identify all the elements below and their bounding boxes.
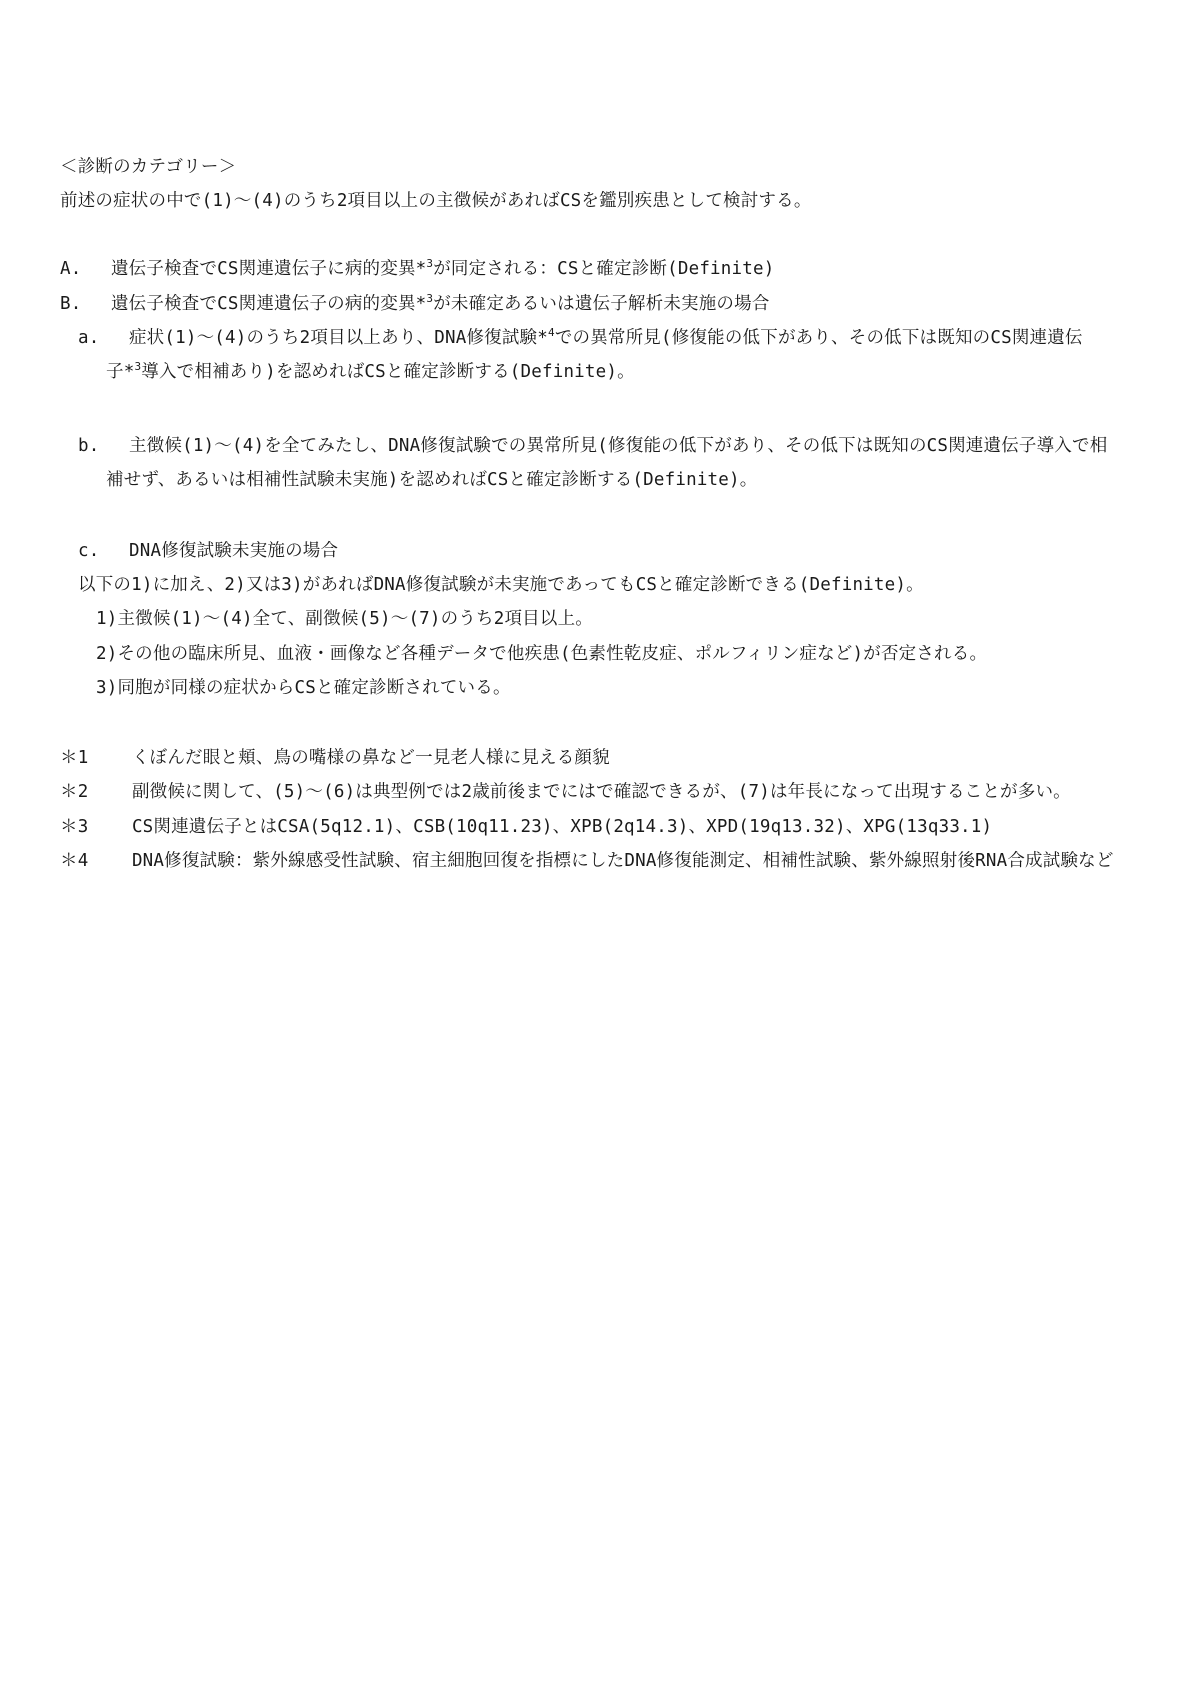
intro-text: 前述の症状の中で(1)～(4)のうち2項目以上の主徴候があればCSを鑑別疾患として検討する。 — [60, 191, 812, 211]
criterion-a — [60, 257, 774, 281]
section-heading: ＜診断のカテゴリー＞ — [60, 157, 237, 177]
subcriterion-c-intro: 以下の1)に加え、2)又は3)があればDNA修復試験が未実施であってもCSと確定診断できる(Definite)。 — [78, 575, 924, 595]
criterion-a-footnote-ref: 3 — [426, 257, 434, 271]
subcriterion-c-title-text: DNA修復試験未実施の場合 — [128, 541, 339, 561]
criterion-b-text: 遺伝子検査でCS関連遺伝子の病的変異* — [110, 294, 427, 314]
footnote-1-text: くぼんだ眼と頬、鳥の嘴様の鼻など一見老人様に見える顔貌 — [131, 748, 610, 768]
subcriterion-a-line2-footnote-ref: 3 — [134, 360, 142, 374]
criterion-a-text: 遺伝子検査でCS関連遺伝子に病的変異* — [110, 259, 427, 279]
subcriterion-a-line2-text-end: 導入で相補あり)を認めればCSと確定診断する(Definite)。 — [141, 362, 635, 382]
subcriterion-a-line2-text: 子* — [106, 362, 135, 382]
subcriterion-a-footnote-ref: 4 — [547, 326, 555, 340]
footnote-1-mark: ＊1 — [60, 748, 89, 768]
subcriterion-c-title — [78, 539, 338, 563]
footnote-2-text: 副徴候に関して、(5)～(6)は典型例では2歳前後までにはで確認できるが、(7)は年長になって出現することが多い。 — [131, 782, 1071, 802]
subcriterion-c-label: c. — [78, 541, 100, 561]
subcriterion-a-label: a. — [78, 328, 100, 348]
footnote-4 — [60, 849, 1114, 873]
footnote-3 — [60, 815, 992, 839]
footnote-3-text: CS関連遺伝子とはCSA(5q12.1)、CSB(10q11.23)、XPB(2q14.3)、XPD(19q13.32)、XPG(13q33.1) — [131, 817, 993, 837]
subcriterion-a-text-cont: での異常所見(修復能の低下があり、その低下は既知のCS関連遺伝 — [554, 328, 1083, 348]
footnote-2-mark: ＊2 — [60, 782, 89, 802]
criterion-a-text-end: が同定される：CSと確定診断(Definite) — [433, 259, 775, 279]
footnote-4-text: DNA修復試験：紫外線感受性試験、宿主細胞回復を指標にしたDNA修復能測定、相補性試験、紫外線照射後RNA合成試験など — [131, 851, 1114, 871]
subcriterion-b-label: b. — [78, 436, 100, 456]
criterion-b-text-end: が未確定あるいは遺伝子解析未実施の場合 — [433, 294, 770, 314]
footnote-1 — [60, 746, 610, 770]
criterion-b-label: B. — [60, 294, 82, 314]
subcriterion-a-line2 — [106, 360, 635, 384]
criterion-b-footnote-ref: 3 — [426, 292, 434, 306]
subcriterion-a-text: 症状(1)～(4)のうち2項目以上あり、DNA修復試験* — [128, 328, 548, 348]
footnote-3-mark: ＊3 — [60, 817, 89, 837]
subcriterion-b-text: 主徴候(1)～(4)を全てみたし、DNA修復試験での異常所見(修復能の低下があり、その低下は既知のCS関連遺伝子導入で相 — [128, 436, 1108, 456]
criterion-a-label: A. — [60, 259, 82, 279]
criterion-b — [60, 292, 770, 316]
subcriterion-b-line2: 補せず、あるいは相補性試験未実施)を認めればCSと確定診断する(Definite)。 — [106, 470, 758, 490]
footnote-2 — [60, 780, 1071, 804]
subcriterion-c-item-1: 1)主徴候(1)～(4)全て、副徴候(5)～(7)のうち2項目以上。 — [96, 609, 593, 629]
subcriterion-c-item-2: 2)その他の臨床所見、血液・画像など各種データで他疾患(色素性乾皮症、ポルフィリン症など)が否定される。 — [96, 644, 988, 664]
subcriterion-c-item-3: 3)同胞が同様の症状からCSと確定診断されている。 — [96, 678, 511, 698]
subcriterion-a-line1 — [78, 326, 1083, 350]
footnote-4-mark: ＊4 — [60, 851, 89, 871]
subcriterion-b-line1 — [78, 434, 1107, 458]
